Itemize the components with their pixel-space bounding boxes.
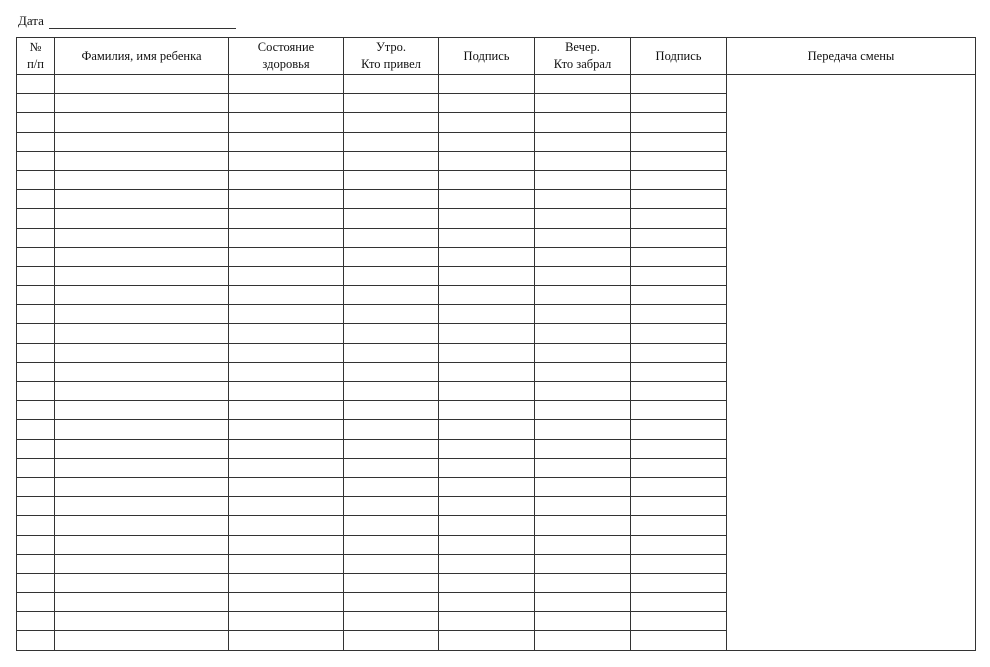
signature-evening-cell[interactable] [631, 266, 727, 285]
health-cell[interactable] [229, 420, 344, 439]
child-name-cell[interactable] [55, 535, 229, 554]
signature-evening-cell[interactable] [631, 477, 727, 496]
evening-picked-cell[interactable] [535, 382, 631, 401]
signature-evening-cell[interactable] [631, 439, 727, 458]
evening-picked-cell[interactable] [535, 516, 631, 535]
health-cell[interactable] [229, 247, 344, 266]
column-header-shift-handover: Передача смены [727, 38, 976, 75]
health-cell[interactable] [229, 228, 344, 247]
signature-evening-cell[interactable] [631, 132, 727, 151]
number-cell[interactable] [17, 132, 55, 151]
health-cell[interactable] [229, 324, 344, 343]
signature-morning-cell[interactable] [439, 343, 535, 362]
signature-evening-cell[interactable] [631, 324, 727, 343]
signature-morning-cell[interactable] [439, 439, 535, 458]
child-name-cell[interactable] [55, 497, 229, 516]
morning-brought-cell[interactable] [344, 573, 439, 592]
number-cell[interactable] [17, 458, 55, 477]
evening-picked-cell[interactable] [535, 286, 631, 305]
signature-morning-cell[interactable] [439, 170, 535, 189]
child-name-cell[interactable] [55, 362, 229, 381]
signature-morning-cell[interactable] [439, 420, 535, 439]
signature-morning-cell[interactable] [439, 593, 535, 612]
child-name-cell[interactable] [55, 420, 229, 439]
number-cell[interactable] [17, 170, 55, 189]
number-cell[interactable] [17, 305, 55, 324]
signature-evening-cell[interactable] [631, 170, 727, 189]
child-name-cell[interactable] [55, 170, 229, 189]
signature-morning-cell[interactable] [439, 286, 535, 305]
number-cell[interactable] [17, 75, 55, 94]
morning-brought-cell[interactable] [344, 228, 439, 247]
signature-morning-cell[interactable] [439, 631, 535, 650]
signature-morning-cell[interactable] [439, 247, 535, 266]
number-cell[interactable] [17, 113, 55, 132]
evening-picked-cell[interactable] [535, 573, 631, 592]
morning-brought-cell[interactable] [344, 113, 439, 132]
signature-evening-cell[interactable] [631, 458, 727, 477]
health-cell[interactable] [229, 573, 344, 592]
evening-picked-cell[interactable] [535, 593, 631, 612]
signature-morning-cell[interactable] [439, 228, 535, 247]
number-cell[interactable] [17, 612, 55, 631]
morning-brought-cell[interactable] [344, 75, 439, 94]
child-name-cell[interactable] [55, 286, 229, 305]
morning-brought-cell[interactable] [344, 362, 439, 381]
signature-evening-cell[interactable] [631, 75, 727, 94]
health-cell[interactable] [229, 286, 344, 305]
evening-picked-cell[interactable] [535, 439, 631, 458]
evening-picked-cell[interactable] [535, 497, 631, 516]
column-header-number: № п/п [17, 38, 55, 75]
column-header-health: Состояние здоровья [229, 38, 344, 75]
signature-evening-cell[interactable] [631, 113, 727, 132]
signature-morning-cell[interactable] [439, 75, 535, 94]
date-line [18, 11, 236, 29]
signature-evening-cell[interactable] [631, 593, 727, 612]
signature-evening-cell[interactable] [631, 612, 727, 631]
date-label: Дата [18, 13, 44, 28]
child-name-cell[interactable] [55, 266, 229, 285]
signature-evening-cell[interactable] [631, 247, 727, 266]
child-name-cell[interactable] [55, 516, 229, 535]
morning-brought-cell[interactable] [344, 151, 439, 170]
column-header-child-name: Фамилия, имя ребенка [55, 38, 229, 75]
table-row [17, 75, 976, 94]
signature-evening-cell[interactable] [631, 209, 727, 228]
column-header-evening-picked: Вечер. Кто забрал [535, 38, 631, 75]
number-cell[interactable] [17, 573, 55, 592]
signature-evening-cell[interactable] [631, 631, 727, 650]
child-name-cell[interactable] [55, 324, 229, 343]
evening-picked-cell[interactable] [535, 477, 631, 496]
evening-picked-cell[interactable] [535, 266, 631, 285]
health-cell[interactable] [229, 382, 344, 401]
health-cell[interactable] [229, 343, 344, 362]
evening-picked-cell[interactable] [535, 401, 631, 420]
child-name-cell[interactable] [55, 439, 229, 458]
child-name-cell[interactable] [55, 631, 229, 650]
evening-picked-cell[interactable] [535, 535, 631, 554]
morning-brought-cell[interactable] [344, 535, 439, 554]
number-cell[interactable] [17, 266, 55, 285]
signature-morning-cell[interactable] [439, 554, 535, 573]
health-cell[interactable] [229, 113, 344, 132]
signature-evening-cell[interactable] [631, 362, 727, 381]
child-name-cell[interactable] [55, 343, 229, 362]
number-cell[interactable] [17, 286, 55, 305]
signature-morning-cell[interactable] [439, 612, 535, 631]
morning-brought-cell[interactable] [344, 170, 439, 189]
health-cell[interactable] [229, 497, 344, 516]
number-cell[interactable] [17, 362, 55, 381]
child-name-cell[interactable] [55, 573, 229, 592]
table-body [17, 75, 976, 651]
health-cell[interactable] [229, 593, 344, 612]
evening-picked-cell[interactable] [535, 209, 631, 228]
morning-brought-cell[interactable] [344, 324, 439, 343]
signature-evening-cell[interactable] [631, 554, 727, 573]
evening-picked-cell[interactable] [535, 362, 631, 381]
health-cell[interactable] [229, 631, 344, 650]
signature-evening-cell[interactable] [631, 382, 727, 401]
morning-brought-cell[interactable] [344, 286, 439, 305]
signature-morning-cell[interactable] [439, 535, 535, 554]
morning-brought-cell[interactable] [344, 439, 439, 458]
number-cell[interactable] [17, 401, 55, 420]
morning-brought-cell[interactable] [344, 305, 439, 324]
signature-evening-cell[interactable] [631, 573, 727, 592]
signature-morning-cell[interactable] [439, 458, 535, 477]
signature-morning-cell[interactable] [439, 401, 535, 420]
attendance-table [16, 37, 976, 651]
child-name-cell[interactable] [55, 113, 229, 132]
number-cell[interactable] [17, 247, 55, 266]
health-cell[interactable] [229, 612, 344, 631]
signature-evening-cell[interactable] [631, 401, 727, 420]
health-cell[interactable] [229, 266, 344, 285]
health-cell[interactable] [229, 170, 344, 189]
signature-morning-cell[interactable] [439, 132, 535, 151]
morning-brought-cell[interactable] [344, 247, 439, 266]
child-name-cell[interactable] [55, 382, 229, 401]
signature-evening-cell[interactable] [631, 497, 727, 516]
signature-morning-cell[interactable] [439, 305, 535, 324]
morning-brought-cell[interactable] [344, 593, 439, 612]
evening-picked-cell[interactable] [535, 305, 631, 324]
column-header-signature-evening: Подпись [631, 38, 727, 75]
health-cell[interactable] [229, 401, 344, 420]
health-cell[interactable] [229, 75, 344, 94]
morning-brought-cell[interactable] [344, 132, 439, 151]
number-cell[interactable] [17, 94, 55, 113]
signature-morning-cell[interactable] [439, 113, 535, 132]
number-cell[interactable] [17, 209, 55, 228]
health-cell[interactable] [229, 439, 344, 458]
child-name-cell[interactable] [55, 554, 229, 573]
signature-evening-cell[interactable] [631, 190, 727, 209]
health-cell[interactable] [229, 305, 344, 324]
child-name-cell[interactable] [55, 477, 229, 496]
health-cell[interactable] [229, 516, 344, 535]
morning-brought-cell[interactable] [344, 343, 439, 362]
health-cell[interactable] [229, 477, 344, 496]
signature-morning-cell[interactable] [439, 209, 535, 228]
morning-brought-cell[interactable] [344, 94, 439, 113]
morning-brought-cell[interactable] [344, 458, 439, 477]
number-cell[interactable] [17, 343, 55, 362]
signature-morning-cell[interactable] [439, 266, 535, 285]
evening-picked-cell[interactable] [535, 247, 631, 266]
evening-picked-cell[interactable] [535, 113, 631, 132]
number-cell[interactable] [17, 190, 55, 209]
child-name-cell[interactable] [55, 458, 229, 477]
table-header-row [17, 38, 976, 75]
date-blank-field[interactable] [49, 14, 236, 29]
evening-picked-cell[interactable] [535, 151, 631, 170]
column-header-morning-brought: Утро. Кто привел [344, 38, 439, 75]
signature-evening-cell[interactable] [631, 343, 727, 362]
health-cell[interactable] [229, 151, 344, 170]
signature-morning-cell[interactable] [439, 573, 535, 592]
number-cell[interactable] [17, 516, 55, 535]
health-cell[interactable] [229, 209, 344, 228]
signature-morning-cell[interactable] [439, 382, 535, 401]
signature-morning-cell[interactable] [439, 477, 535, 496]
number-cell[interactable] [17, 477, 55, 496]
evening-picked-cell[interactable] [535, 190, 631, 209]
signature-evening-cell[interactable] [631, 228, 727, 247]
number-cell[interactable] [17, 535, 55, 554]
child-name-cell[interactable] [55, 228, 229, 247]
health-cell[interactable] [229, 132, 344, 151]
morning-brought-cell[interactable] [344, 209, 439, 228]
morning-brought-cell[interactable] [344, 190, 439, 209]
number-cell[interactable] [17, 382, 55, 401]
evening-picked-cell[interactable] [535, 458, 631, 477]
morning-brought-cell[interactable] [344, 477, 439, 496]
evening-picked-cell[interactable] [535, 324, 631, 343]
child-name-cell[interactable] [55, 151, 229, 170]
number-cell[interactable] [17, 324, 55, 343]
signature-evening-cell[interactable] [631, 535, 727, 554]
child-name-cell[interactable] [55, 593, 229, 612]
shift-handover-cell[interactable] [727, 75, 976, 651]
health-cell[interactable] [229, 362, 344, 381]
signature-morning-cell[interactable] [439, 94, 535, 113]
number-cell[interactable] [17, 420, 55, 439]
morning-brought-cell[interactable] [344, 631, 439, 650]
health-cell[interactable] [229, 458, 344, 477]
signature-evening-cell[interactable] [631, 151, 727, 170]
signature-evening-cell[interactable] [631, 286, 727, 305]
child-name-cell[interactable] [55, 94, 229, 113]
signature-morning-cell[interactable] [439, 190, 535, 209]
number-cell[interactable] [17, 439, 55, 458]
health-cell[interactable] [229, 554, 344, 573]
child-name-cell[interactable] [55, 612, 229, 631]
evening-picked-cell[interactable] [535, 75, 631, 94]
evening-picked-cell[interactable] [535, 94, 631, 113]
child-name-cell[interactable] [55, 75, 229, 94]
morning-brought-cell[interactable] [344, 612, 439, 631]
evening-picked-cell[interactable] [535, 228, 631, 247]
number-cell[interactable] [17, 228, 55, 247]
child-name-cell[interactable] [55, 247, 229, 266]
morning-brought-cell[interactable] [344, 420, 439, 439]
child-name-cell[interactable] [55, 190, 229, 209]
number-cell[interactable] [17, 497, 55, 516]
signature-evening-cell[interactable] [631, 420, 727, 439]
morning-brought-cell[interactable] [344, 266, 439, 285]
number-cell[interactable] [17, 151, 55, 170]
evening-picked-cell[interactable] [535, 612, 631, 631]
child-name-cell[interactable] [55, 209, 229, 228]
morning-brought-cell[interactable] [344, 497, 439, 516]
number-cell[interactable] [17, 554, 55, 573]
evening-picked-cell[interactable] [535, 631, 631, 650]
child-name-cell[interactable] [55, 132, 229, 151]
signature-evening-cell[interactable] [631, 305, 727, 324]
signature-morning-cell[interactable] [439, 362, 535, 381]
morning-brought-cell[interactable] [344, 554, 439, 573]
evening-picked-cell[interactable] [535, 420, 631, 439]
child-name-cell[interactable] [55, 401, 229, 420]
morning-brought-cell[interactable] [344, 382, 439, 401]
evening-picked-cell[interactable] [535, 132, 631, 151]
signature-morning-cell[interactable] [439, 324, 535, 343]
morning-brought-cell[interactable] [344, 516, 439, 535]
signature-morning-cell[interactable] [439, 151, 535, 170]
evening-picked-cell[interactable] [535, 170, 631, 189]
child-name-cell[interactable] [55, 305, 229, 324]
health-cell[interactable] [229, 190, 344, 209]
morning-brought-cell[interactable] [344, 401, 439, 420]
health-cell[interactable] [229, 94, 344, 113]
signature-morning-cell[interactable] [439, 516, 535, 535]
signature-evening-cell[interactable] [631, 516, 727, 535]
signature-morning-cell[interactable] [439, 497, 535, 516]
evening-picked-cell[interactable] [535, 343, 631, 362]
health-cell[interactable] [229, 535, 344, 554]
signature-evening-cell[interactable] [631, 94, 727, 113]
evening-picked-cell[interactable] [535, 554, 631, 573]
number-cell[interactable] [17, 593, 55, 612]
column-header-signature-morning: Подпись [439, 38, 535, 75]
number-cell[interactable] [17, 631, 55, 650]
